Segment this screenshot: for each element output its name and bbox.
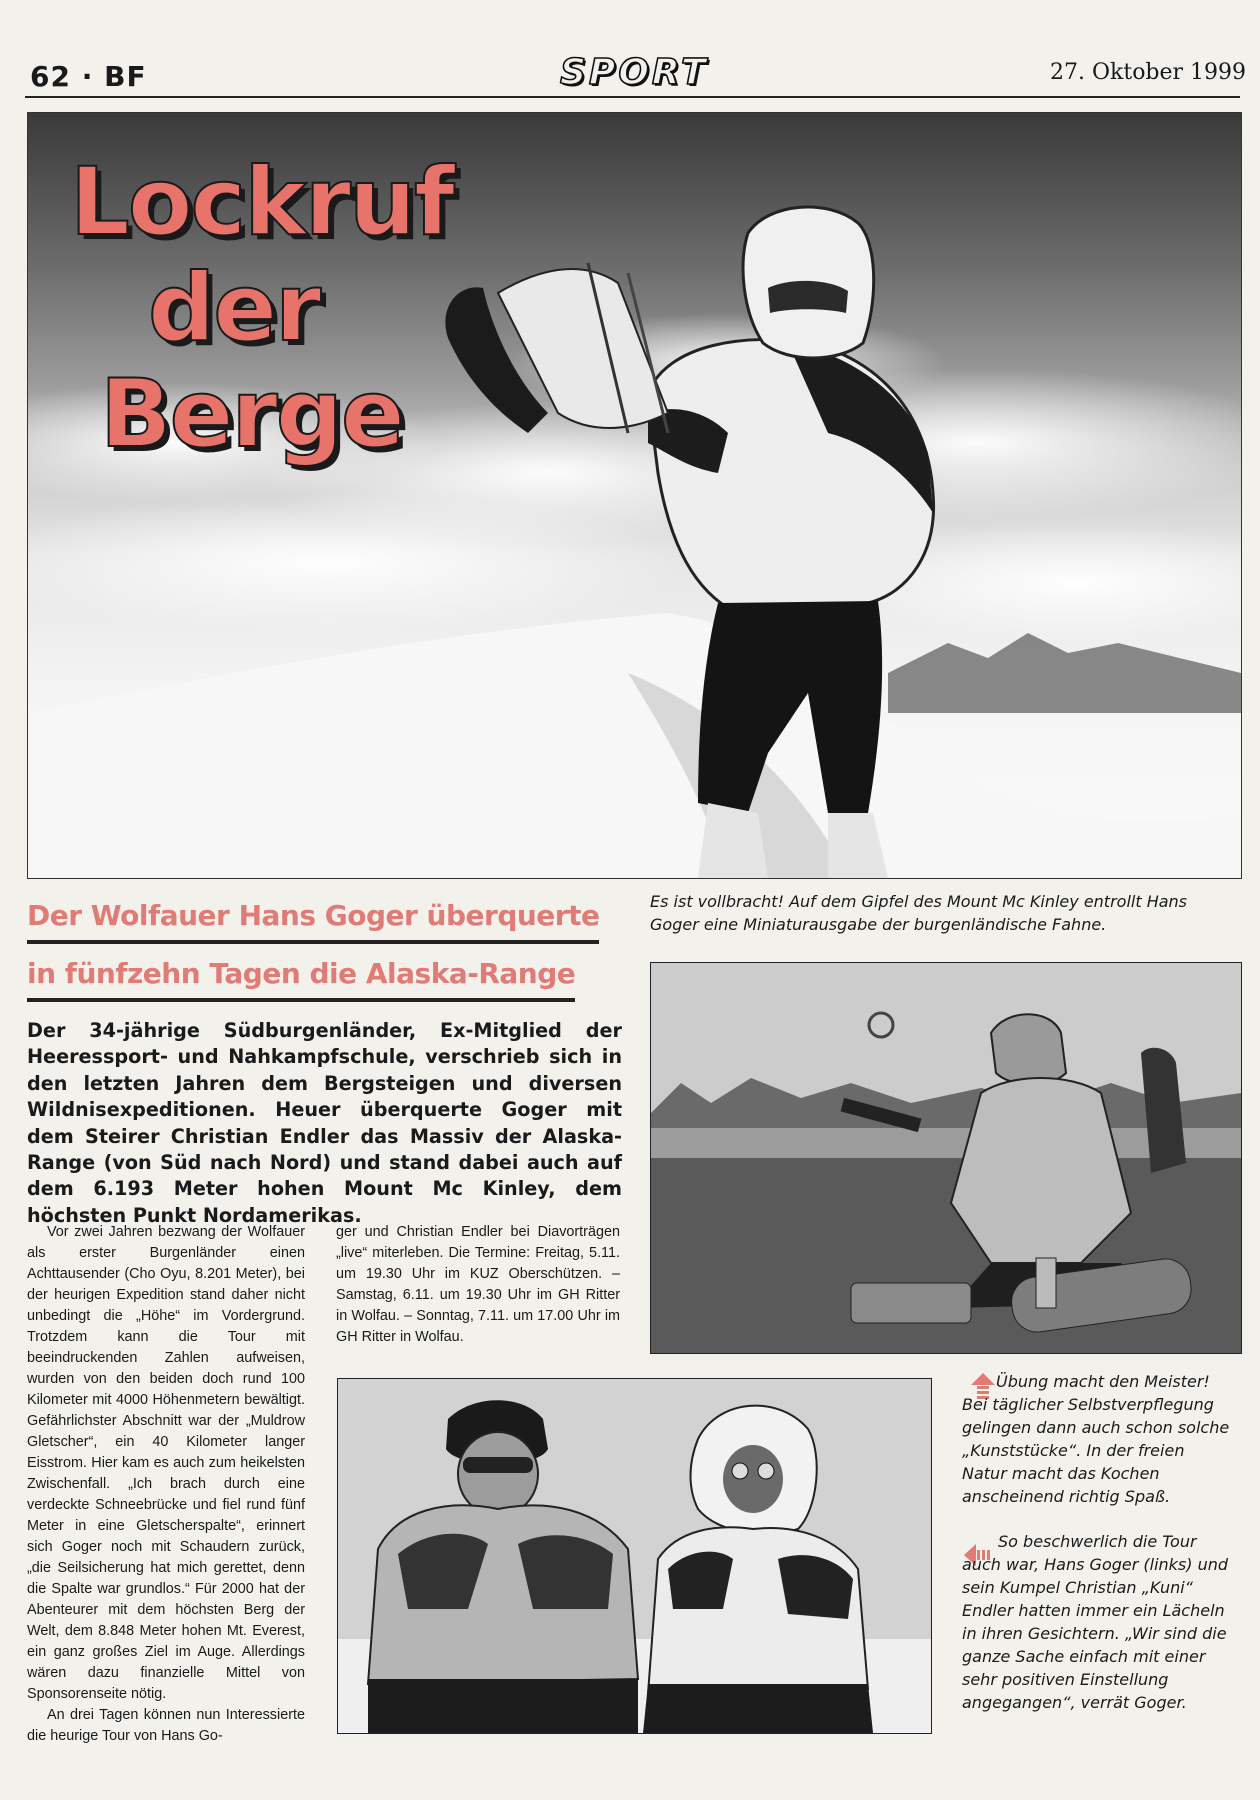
subtitle-line-1: Der Wolfauer Hans Goger überquerte xyxy=(27,900,599,944)
section-title: SPORT xyxy=(560,52,709,93)
issue-date: 27. Oktober 1999 xyxy=(1050,60,1247,85)
headline-line-2: der xyxy=(148,254,320,363)
headline-line-1: Lockruf xyxy=(70,148,453,257)
page-number: 62 · BF xyxy=(30,60,147,93)
header-rule xyxy=(25,96,1240,98)
body-paragraph: An drei Tagen können nun Interessierte die heurige Tour von Hans Go- xyxy=(27,1707,305,1744)
cooking-illustration xyxy=(651,963,1241,1353)
duo-caption: So beschwerlich die Tour auch war, Hans Goger (links) und sein Kumpel Christian „Kuni“ Endler hatten immer ein Lächeln in ihren Gesichtern. „Wir sind die ganze Sache einfach mit einer sehr positiven Einstellung angegangen“, verrät Goger. xyxy=(962,1532,1229,1712)
duo-illustration xyxy=(338,1379,931,1733)
hero-caption: Es ist vollbracht! Auf dem Gipfel des Mount Mc Kinley entrollt Hans Goger eine Miniaturausgabe der burgenländische Fahne. xyxy=(650,892,1188,934)
body-paragraph: Vor zwei Jahren bezwang der Wolfauer als erster Burgenländer einen Achttausender (Cho Oyu, 8.201 Meter), bei der heurigen Expedition stand daher nicht unbedingt die „Höhe“ im Vordergrund. Trotzdem kann die Tour mit beeindruckenden Zahlen aufweisen, wurden von den beiden doch rund 100 Kilometer mit 4000 Höhenmetern bewältigt. Gefährlichster Abschnitt war der „Muldrow Gletscher“, ein 40 Kilometer langer Eisstrom. Hier kam es auch zum heikelsten Zwischenfall. „Ich brach durch eine verdeckte Schneebrücke und fiel rund fünf Meter in eine Gletscherspalte“, erinnert sich Goger noch mit Schaudern zurück, „die Seilsicherung hat mich gerettet, denn die Spalte war grundlos.“ Für 2000 hat der Abenteurer mit dem höchsten Berg der Welt, dem 8.848 Meter hohen Mt. Everest, ein ganz großes Ziel im Auge. Allerdings wären dazu finanzielle Mittel von Sponsorenseite nötig. xyxy=(27,1224,305,1702)
body-column-2 xyxy=(336,1222,620,1348)
subtitle xyxy=(27,900,612,1016)
headline-line-3: Berge xyxy=(100,360,403,469)
cooking-caption: Übung macht den Meister! Bei täglicher Selbstverpflegung gelingen dann auch schon solche „Kunststücke“. In der freien Natur macht das Kochen anscheinend richtig Spaß. xyxy=(962,1372,1230,1506)
body-paragraph: ger und Christian Endler bei Diavorträgen „live“ miterleben. Die Termine: Freitag, 5.11. um 19.30 Uhr im KUZ Oberschützen. – Samstag, 6.11. um 19.30 Uhr im GH Ritter in Wolfau. – Sonntag, 7.11. um 17.00 Uhr im GH Ritter in Wolfau. xyxy=(336,1224,620,1345)
duo-photo xyxy=(337,1378,932,1734)
body-column-1 xyxy=(27,1222,305,1747)
subtitle-line-2: in fünfzehn Tagen die Alaska-Range xyxy=(27,958,575,1002)
lead-paragraph: Der 34-jährige Südburgenländer, Ex-Mitglied der Heeressport- und Nahkampfschule, verschrieb sich in den letzten Jahren dem Bergsteigen und diversen Wildnisexpeditionen. Heuer überquerte Goger mit dem Steirer Christian Endler das Massiv der Alaska-Range (von Süd nach Nord) und stand dabei auch auf dem 6.193 Meter hohen Mount Mc Kinley, dem höchsten Punkt Nordamerikas. xyxy=(27,1019,622,1227)
headline xyxy=(70,150,490,468)
cooking-photo xyxy=(650,962,1242,1354)
